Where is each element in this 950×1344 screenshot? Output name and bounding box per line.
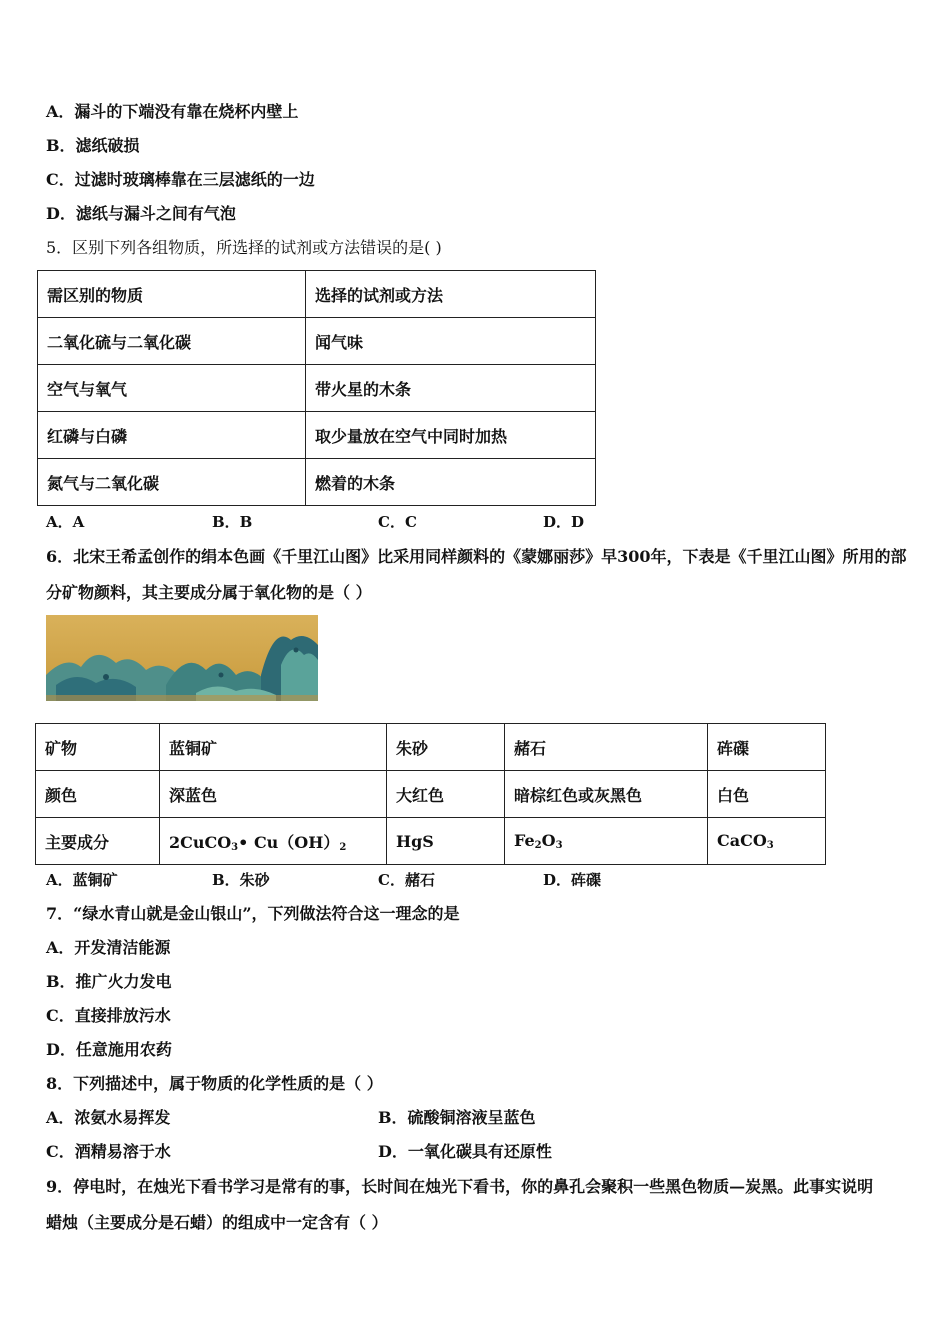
q6-stem-line1: 6．北宋王希孟创作的绢本色画《千里江山图》比采用同样颜料的《蒙娜丽莎》早300年，下表是《千里江山图》所用的部 — [46, 547, 907, 566]
table-cell: 暗棕红色或灰黑色 — [505, 771, 708, 818]
q6-option-b: B．朱砂 — [212, 871, 270, 889]
table-cell: 白色 — [708, 771, 826, 818]
formula-ochre: $Fe_2O_3$ — [505, 818, 708, 865]
table-cell: 矿物 — [36, 724, 160, 771]
q5-table — [37, 270, 596, 506]
table-cell: 闻气味 — [306, 318, 596, 365]
q4-option-d: D．滤纸与漏斗之间有气泡 — [46, 204, 236, 223]
q7-option-c: C．直接排放污水 — [46, 1006, 171, 1025]
q7-stem: 7．“绿水青山就是金山银山”，下列做法符合这一理念的是 — [46, 904, 460, 923]
q7-option-a: A．开发清洁能源 — [46, 938, 171, 957]
q9-stem-line2: 蜡烛（主要成分是石蜡）的组成中一定含有（ ） — [46, 1213, 388, 1232]
table-cell: 主要成分 — [36, 818, 160, 865]
q5-stem: 5．区别下列各组物质，所选择的试剂或方法错误的是( ) — [46, 238, 442, 257]
q7-option-b: B．推广火力发电 — [46, 972, 172, 991]
table-row — [36, 771, 826, 818]
q8-option-d: D．一氧化碳具有还原性 — [378, 1142, 552, 1161]
q6-option-c: C．赭石 — [378, 871, 435, 889]
table-row — [38, 271, 596, 318]
table-row — [38, 365, 596, 412]
q8-stem: 8．下列描述中，属于物质的化学性质的是（ ） — [46, 1074, 383, 1093]
table-cell: 砗磲 — [708, 724, 826, 771]
q5-option-b: B．B — [212, 513, 253, 531]
q6-table — [35, 723, 826, 865]
q5-option-d: D．D — [543, 513, 585, 531]
table-cell: 二氧化硫与二氧化碳 — [38, 318, 306, 365]
table-cell: 带火星的木条 — [306, 365, 596, 412]
q9-stem-line1: 9．停电时，在烛光下看书学习是常有的事，长时间在烛光下看书，你的鼻孔会聚积一些黑色物质—炭黑。此事实说明 — [46, 1177, 874, 1196]
q6-option-a: A．蓝铜矿 — [46, 871, 118, 889]
table-cell: 颜色 — [36, 771, 160, 818]
table-cell: 燃着的木条 — [306, 459, 596, 506]
q5-header-substances: 需区别的物质 — [38, 271, 306, 318]
table-cell: 深蓝色 — [160, 771, 387, 818]
table-cell: 大红色 — [387, 771, 505, 818]
q8-option-b: B．硫酸铜溶液呈蓝色 — [378, 1108, 536, 1127]
formula-azurite: 2CuCO$_3$• $Cu(OH)_2$ — [160, 818, 387, 865]
q4-option-b: B．滤纸破损 — [46, 136, 140, 155]
q6-option-d: D．砗磲 — [543, 871, 602, 889]
table-cell: 氮气与二氧化碳 — [38, 459, 306, 506]
q5-option-c: C．C — [378, 513, 417, 531]
q7-option-d: D．任意施用农药 — [46, 1040, 172, 1059]
table-cell: 红磷与白磷 — [38, 412, 306, 459]
q4-option-c: C．过滤时玻璃棒靠在三层滤纸的一边 — [46, 170, 315, 189]
table-cell: 空气与氧气 — [38, 365, 306, 412]
table-cell: 蓝铜矿 — [160, 724, 387, 771]
table-row — [38, 412, 596, 459]
q5-option-a: A．A — [46, 513, 85, 531]
table-row — [38, 459, 596, 506]
landscape-painting-image — [46, 615, 318, 701]
q8-option-c: C．酒精易溶于水 — [46, 1142, 171, 1161]
q4-option-a: A．漏斗的下端没有靠在烧杯内壁上 — [46, 102, 299, 121]
formula-tridacna: CaCO$_3$ — [708, 818, 826, 865]
q6-stem-line2: 分矿物颜料，其主要成分属于氧化物的是（ ） — [46, 583, 372, 602]
formula-cinnabar: HgS — [387, 818, 505, 865]
q5-header-method: 选择的试剂或方法 — [306, 271, 596, 318]
q8-option-a: A．浓氨水易挥发 — [46, 1108, 171, 1127]
table-row — [36, 724, 826, 771]
table-row — [38, 318, 596, 365]
table-cell: 取少量放在空气中同时加热 — [306, 412, 596, 459]
table-cell: 朱砂 — [387, 724, 505, 771]
table-cell: 赭石 — [505, 724, 708, 771]
table-row — [36, 818, 826, 865]
